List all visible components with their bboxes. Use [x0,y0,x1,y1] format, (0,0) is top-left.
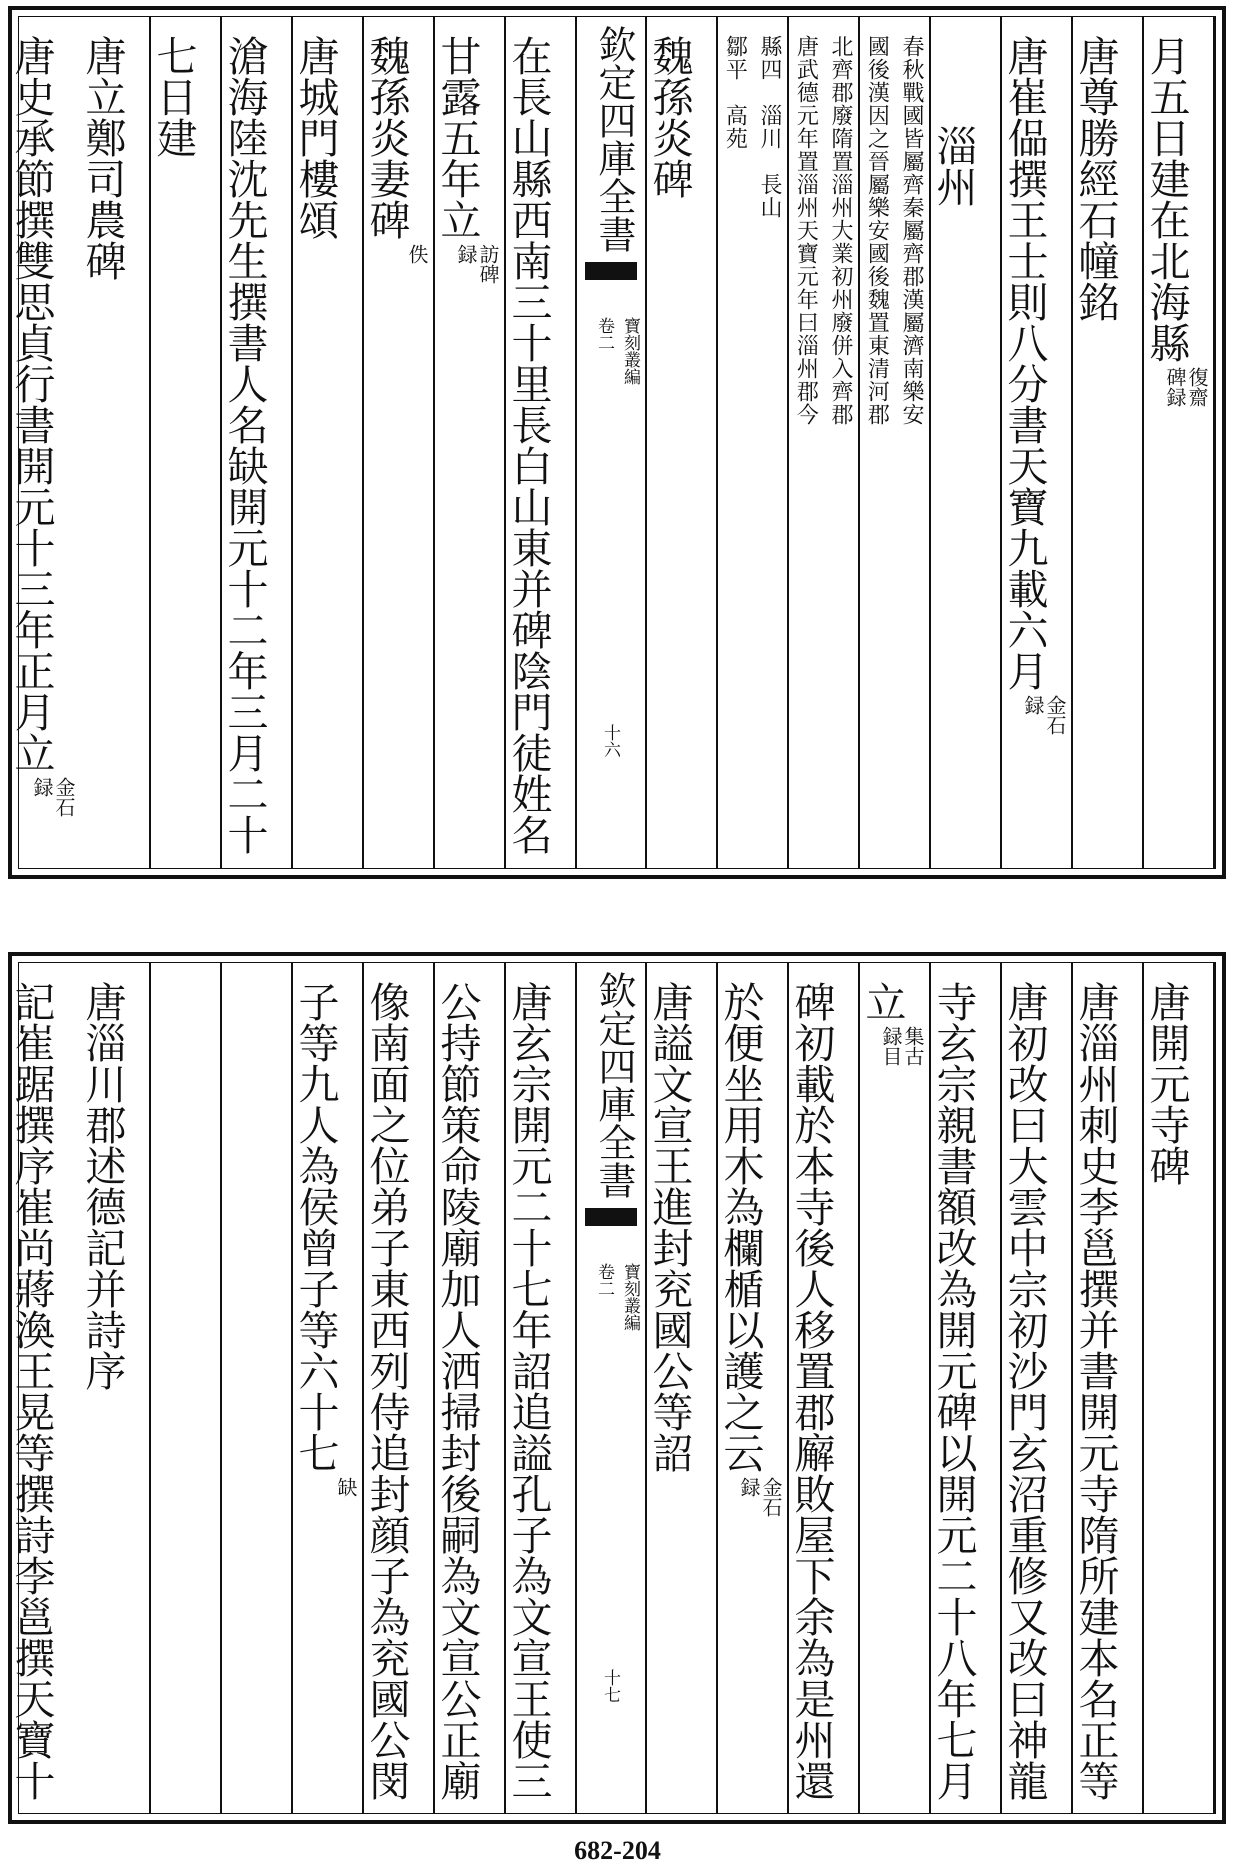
text-column [151,17,222,868]
annotation [1023,695,1065,735]
text-column [647,17,718,868]
text-column [222,963,293,1813]
note-line: 北齊郡廢隋置淄州大業初州廢併入齊郡 [828,35,853,426]
volume-label: 卷二 [594,1263,614,1297]
annotation-line: 金石 [759,1477,783,1517]
column-text: 唐開元寺碑 [1142,981,1191,1186]
column-text: 滄海陸沈先生撰書人名缺開元十二年三月二十 [220,35,269,855]
column-text: 淄州 [929,125,978,207]
column-text: 唐史承節撰雙思貞行書開元十三年正月立 [7,35,56,773]
note-column [789,17,860,868]
text-column [860,963,931,1813]
fish-tail-mark [585,1208,637,1226]
column-text: 魏孫炎碑 [645,35,694,199]
text-column [293,17,364,868]
column-text: 唐謚文宣王進封兖國公等詔 [645,981,694,1473]
text-column [435,963,506,1813]
column-text: 在長山縣西南三十里長白山東并碑陰門徒姓名 [504,35,553,855]
top-columns [7,17,1215,868]
text-column [293,963,364,1813]
annotation-line: 訪碑 [476,244,500,284]
text-column [506,17,577,868]
text-column [1002,17,1073,868]
text-column [9,17,80,868]
note-lines [789,35,858,426]
text-column [222,17,293,868]
center-fold-column [577,963,647,1813]
bottom-columns [7,963,1215,1813]
book-title: 欽定四庫全書 [592,25,636,253]
annotation [881,1026,923,1066]
annotation [456,244,498,284]
folio-number: 十七 [600,1669,620,1703]
column-text: 記崔踞撰序崔尚蔣渙王晃等撰詩李邕撰天寶十 [7,981,56,1801]
column-text: 於便坐用木為欄楯以護之云 [716,981,765,1473]
note-line: 鄒平 高苑 [722,35,748,150]
note-column [718,17,789,868]
annotation-line: 録 [737,1477,761,1497]
fish-tail-mark [585,262,637,280]
top-page [8,6,1226,879]
text-column [435,17,506,868]
note-line: 縣四 淄川 長山 [757,35,782,219]
bottom-page [8,952,1226,1824]
column-text: 魏孫炎妻碑 [362,35,411,240]
column-text: 甘露五年立 [433,35,482,240]
column-text: 唐淄川郡述德記并詩序 [78,981,127,1391]
text-column [506,963,577,1813]
text-column [364,963,435,1813]
text-column [1144,963,1215,1813]
annotation-line: 録 [454,244,478,264]
annotation-line: 金石 [1043,695,1067,735]
annotation-line: 録目 [879,1026,903,1066]
book-subtitle: 寶刻叢編 [620,317,640,385]
text-column [718,963,789,1813]
note-column [860,17,931,868]
text-column [789,963,860,1813]
book-subtitle: 寶刻叢編 [620,1263,640,1331]
column-text: 公持節策命陵廟加人洒掃封後嗣為文宣公正廟 [433,981,482,1801]
annotation [739,1477,781,1517]
annotation-line: 復齋 [1185,367,1209,407]
column-text: 立 [858,981,907,1022]
column-text: 唐立鄭司農碑 [78,35,127,281]
folio-number: 十六 [600,724,620,758]
note-line: 國後漢因之晉屬樂安國後魏置東清河郡 [864,35,890,426]
text-column [1002,963,1073,1813]
annotation-line: 缺 [334,1477,358,1497]
column-text: 碑初載於本寺後人移置郡廨敗屋下余為是州還 [787,981,836,1801]
column-text: 唐玄宗開元二十七年詔追謚孔子為文宣王使三 [504,981,553,1801]
annotation [1165,367,1207,407]
annotation-line: 佚 [405,244,429,264]
text-column [80,17,151,868]
column-text: 像南面之位弟子東西列侍追封顔子為兖國公閔 [362,981,411,1801]
text-column [1073,963,1144,1813]
note-line: 春秋戰國皆屬齊秦屬齊郡漢屬濟南樂安 [899,35,924,426]
annotation-line: 碑録 [1163,367,1187,407]
note-line: 唐武德元年置淄州天寶元年曰淄州郡今 [793,35,819,426]
volume-label: 卷二 [594,317,614,351]
column-text: 唐淄州刺史李邕撰并書開元寺隋所建本名正等 [1071,981,1120,1801]
text-column [364,17,435,868]
annotation [336,1477,356,1497]
annotation-line: 録 [30,777,54,797]
annotation-line: 金石 [52,777,76,817]
column-text: 月五日建在北海縣 [1142,35,1191,363]
note-lines [860,35,929,426]
column-text: 唐崔偘撰王士則八分書天寶九載六月 [1000,35,1049,691]
text-column [1144,17,1215,868]
annotation-line: 録 [1021,695,1045,715]
text-column [931,17,1002,868]
text-column [151,963,222,1813]
annotation [407,244,427,264]
text-column [931,963,1002,1813]
column-text: 唐初改曰大雲中宗初沙門玄沼重修又改曰神龍 [1000,981,1049,1801]
text-column [647,963,718,1813]
page-number: 682-204 [574,1836,661,1865]
column-text: 唐城門樓頌 [291,35,340,240]
text-column [80,963,151,1813]
book-title: 欽定四庫全書 [592,971,636,1199]
column-text: 七日建 [149,35,198,158]
note-lines [718,35,787,219]
text-column [9,963,80,1813]
column-text: 唐尊勝經石幢銘 [1071,35,1120,322]
annotation-line: 集古 [901,1026,925,1066]
annotation [32,777,74,817]
column-text: 子等九人為侯曾子等六十七 [291,981,340,1473]
text-column [1073,17,1144,868]
center-fold-column [577,17,647,868]
column-text: 寺玄宗親書額改為開元碑以開元二十八年七月 [929,981,978,1801]
